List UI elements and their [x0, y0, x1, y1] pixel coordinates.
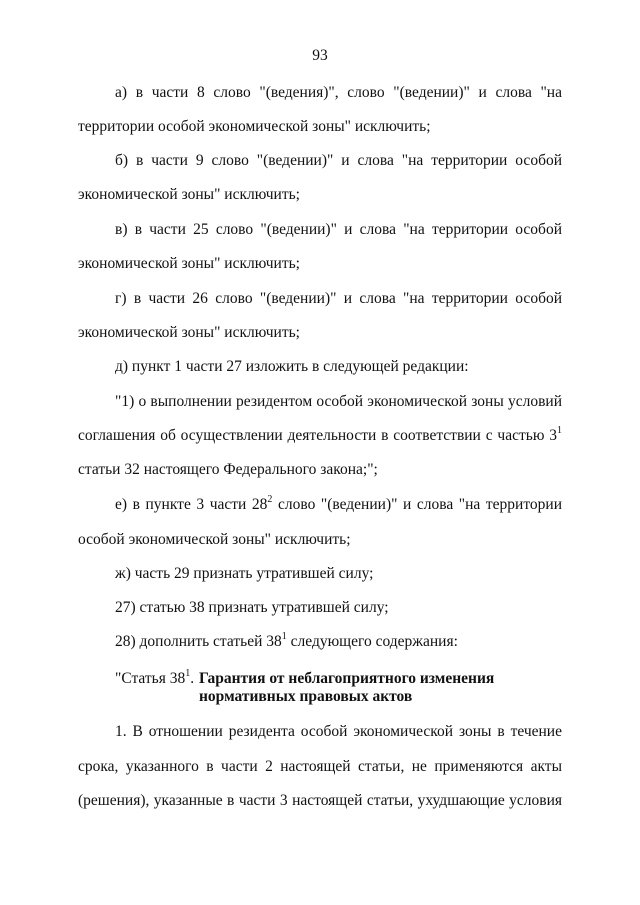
text-line: особой экономической зоны" исключить; [78, 531, 351, 548]
text-line [115, 496, 562, 514]
text-span: следующего содержания: [286, 633, 458, 650]
page-number: 93 [312, 47, 328, 64]
text-line: г) в части 26 слово "(ведении)" и слова "на территории особой [115, 290, 562, 307]
article-title-line: нормативных правовых актов [199, 688, 413, 705]
text-span: слово "(ведении)" и слова "на территории [272, 496, 562, 513]
text-line: б) в части 9 слово "(ведении)" и слова "на территории особой [115, 152, 562, 169]
article-title [199, 670, 494, 706]
text-line: 1. В отношении резидента особой экономической зоны в течение [115, 723, 562, 740]
text-line: экономической зоны" исключить; [78, 324, 300, 341]
text-line [78, 427, 562, 445]
text-span: . [190, 670, 195, 687]
text-line: "1) о выполнении резидентом особой экономической зоны условий [115, 393, 562, 410]
text-line: д) пункт 1 части 27 изложить в следующей редакции: [115, 358, 469, 375]
text-span: соглашения об осуществлении деятельности в соответствии с частью 3 [78, 427, 557, 444]
text-line: 27) статью 38 признать утратившей силу; [115, 599, 389, 616]
text-span: 28) дополнить статьей 38 [115, 633, 282, 650]
text-span: "Статья 38 [115, 670, 186, 687]
text-line: экономической зоны" исключить; [78, 186, 300, 203]
article-label [115, 670, 194, 688]
text-line: срока, указанного в части 2 настоящей статьи, не применяются акты [78, 758, 562, 775]
superscript: 1 [281, 631, 287, 642]
superscript: 1 [557, 425, 562, 436]
text-line: экономической зоны" исключить; [78, 255, 300, 272]
text-line: ж) часть 29 признать утратившей силу; [115, 565, 374, 582]
text-line: (решения), указанные в части 3 настоящей статьи, ухудшающие условия [78, 792, 562, 809]
article-title-line: Гарантия от неблагоприятного изменения [199, 670, 495, 687]
superscript: 2 [267, 494, 273, 505]
article-heading [115, 670, 562, 710]
text-line: территории особой экономической зоны" исключить; [78, 118, 431, 135]
text-line: в) в части 25 слово "(ведении)" и слова "на территории особой [115, 221, 562, 238]
text-line [115, 633, 562, 651]
superscript: 1 [185, 668, 191, 679]
text-line: статьи 32 настоящего Федерального закона;"; [78, 461, 378, 478]
text-span: е) в пункте 3 части 28 [115, 496, 268, 513]
text-line: а) в части 8 слово "(ведения)", слово "(ведении)" и слова "на [115, 84, 562, 101]
